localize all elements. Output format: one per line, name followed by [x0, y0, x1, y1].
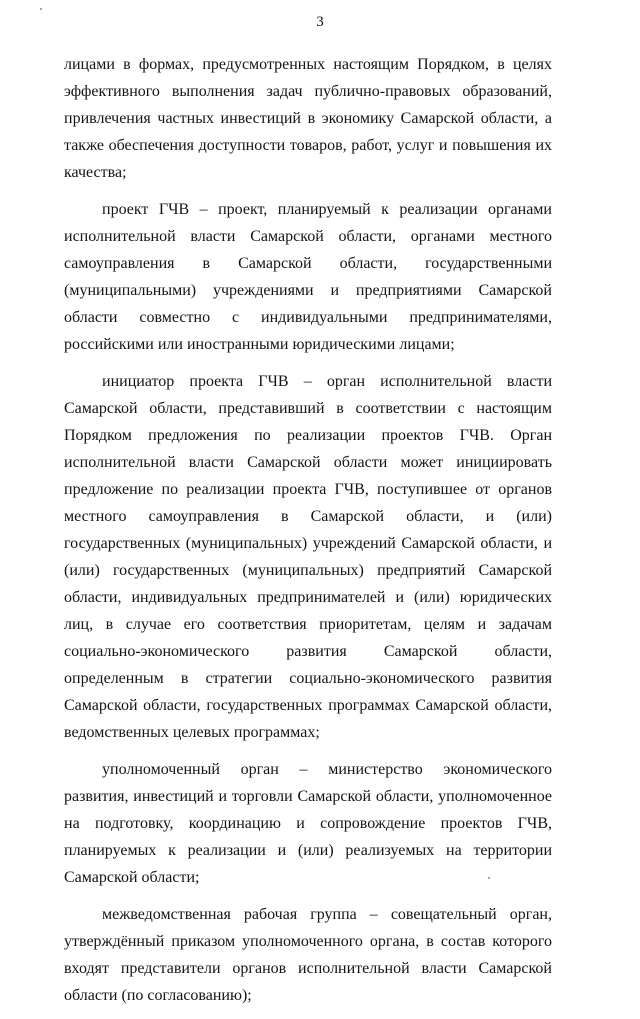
- paragraph-working-group-definition: межведомственная рабочая группа – совещательный орган, утверждённый приказом уполномоченного органа, в состав которого входят представители органов исполнительной власти Самарской области (по согласованию);: [64, 906, 552, 1004]
- document-body: [64, 51, 552, 1019]
- scan-speck: [40, 8, 42, 10]
- paragraph-authorized-body-definition: уполномоченный орган – министерство экономического развития, инвестиций и торговли Самарской области, уполномоченное на подготовку, координацию и сопровождение проектов ГЧВ, планируемых к реализации и (или) реализуемых на территории Самарской области;: [64, 761, 552, 886]
- paragraph-initiator-definition: инициатор проекта ГЧВ – орган исполнительной власти Самарской области, представивший в соответствии с настоящим Порядком предложения по реализации проектов ГЧВ. Орган исполнительной власти Самарской области может инициировать предложение по реализации проекта ГЧВ, поступившее от органов местного самоуправления в Самарской области, и (или) государственных (муниципальных) учреждений Самарской области, и (или) государственных (муниципальных) предприятий Самарской области, индивидуальных предпринимателей и (или) юридических лиц, в случае его соответствия приоритетам, целям и задачам социально-экономического развития Самарской области, определенным в стратегии социально-экономического развития Самарской области, государственных программах Самарской области, ведомственных целевых программах;: [64, 373, 552, 741]
- paragraph-project-definition: проект ГЧВ – проект, планируемый к реализации органами исполнительной власти Самарской области, органами местного самоуправления в Самарской области, государственными (муниципальными) учреждениями и предприятиями Самарской области совместно с индивидуальными предпринимателями, российскими или иностранными юридическими лицами;: [64, 201, 552, 353]
- paragraph-continuation: лицами в формах, предусмотренных настоящим Порядком, в целях эффективного выполнения задач публично-правовых образований, привлечения частных инвестиций в экономику Самарской области, а также обеспечения доступности товаров, работ, услуг и повышения их качества;: [64, 56, 552, 181]
- scan-speck: [488, 877, 490, 879]
- page-number: 3: [316, 14, 324, 30]
